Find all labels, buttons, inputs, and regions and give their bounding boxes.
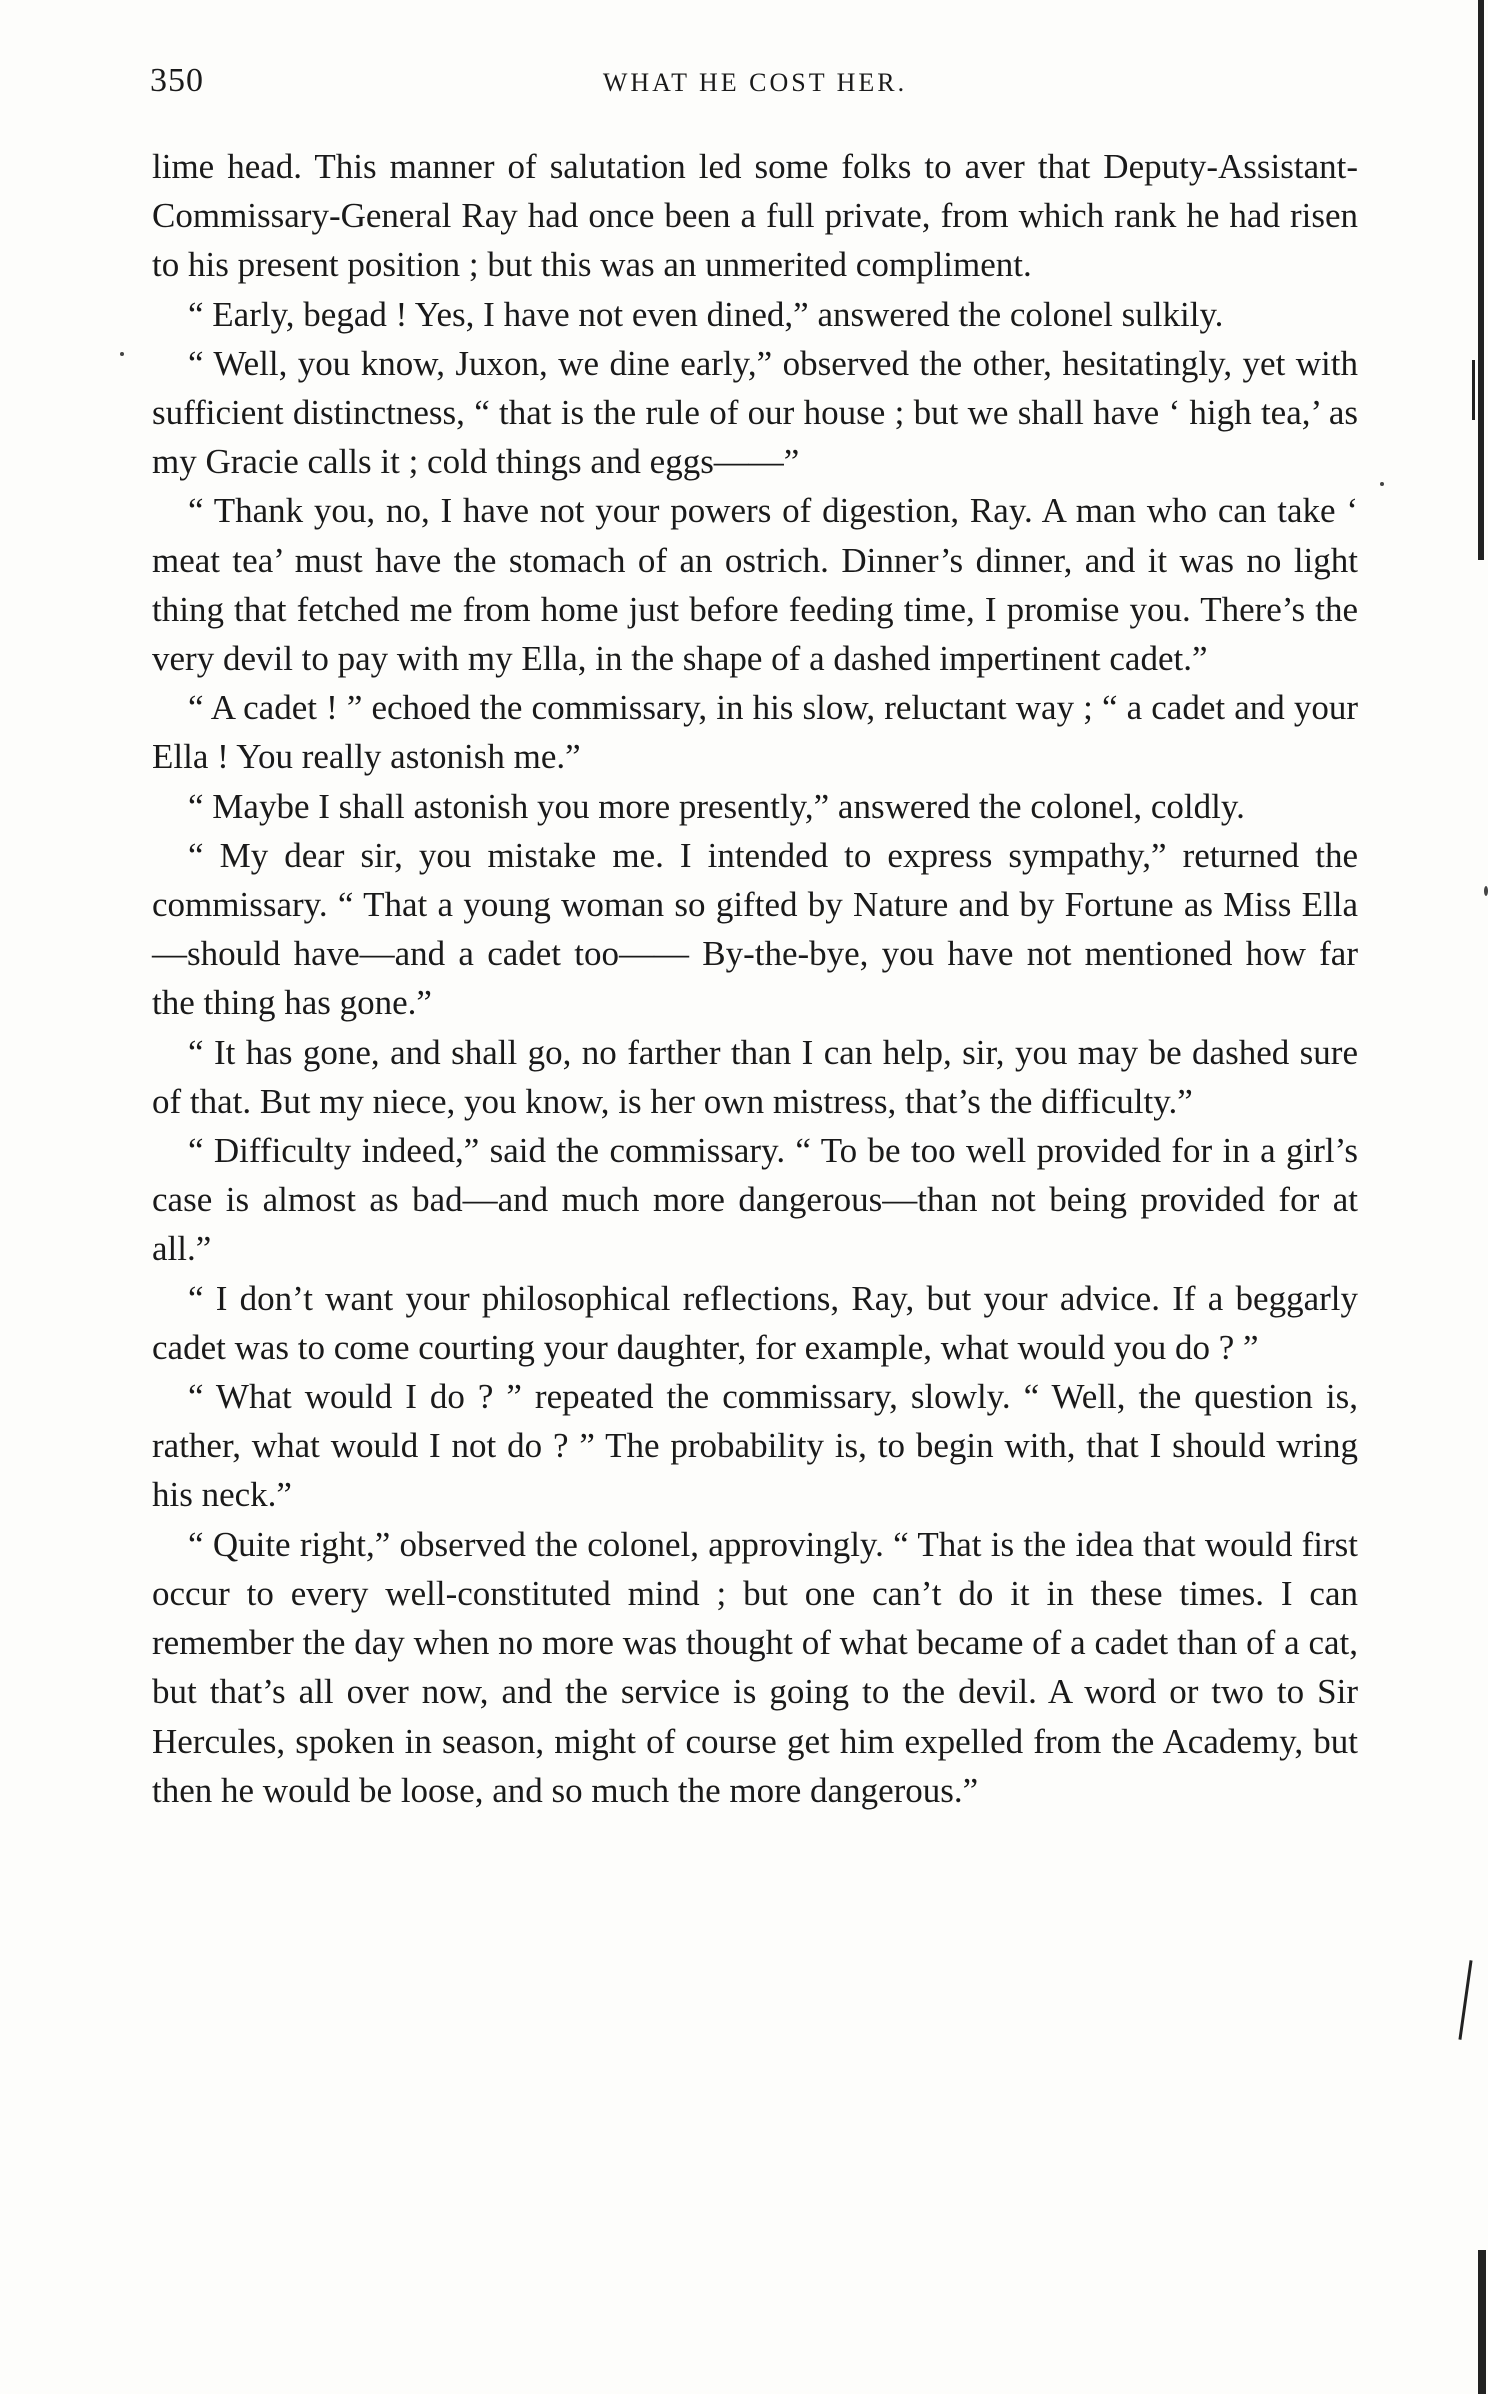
- scan-edge-mark: [1458, 1960, 1472, 2040]
- paragraph: “ Thank you, no, I have not your powers of digestion, Ray. A man who can take ‘ meat tea’ must have the stomach of an ostrich. Dinner’s dinner, and it was no light thing that fetched me from home just before feeding time, I promise you. There’s the very devil to pay with my Ella, in the shape of a dashed impertinent cadet.”: [152, 491, 1358, 679]
- running-title: WHAT HE COST HER.: [602, 68, 908, 97]
- paragraph: “ A cadet ! ” echoed the commissary, in his slow, reluctant way ; “ a cadet and your Ella ! You really astonish me.”: [152, 688, 1358, 777]
- scan-speck: [1380, 482, 1384, 486]
- page-header: [150, 62, 1360, 112]
- scan-speck: [1484, 886, 1488, 896]
- page-number: 350: [150, 62, 204, 99]
- paragraph: “ My dear sir, you mistake me. I intended to express sympathy,” returned the commissary. “ That a young woman so gifted by Nature and by Fortune as Miss Ella—should have—and a cadet too—— By-the-bye, you have not mentioned how far the thing has gone.”: [152, 835, 1358, 1023]
- scan-edge-mark: [1472, 360, 1475, 420]
- paragraph: “ I don’t want your philosophical reflections, Ray, but your advice. If a beggarly cadet was to come courting your daughter, for example, what would you do ? ”: [152, 1278, 1358, 1367]
- paragraph: “ It has gone, and shall go, no farther than I can help, sir, you may be dashed sure of that. But my niece, you know, is her own mistress, that’s the difficulty.”: [152, 1032, 1358, 1121]
- scan-edge-mark: [1478, 0, 1484, 560]
- body-text: [152, 142, 1358, 1815]
- scan-speck: [120, 352, 124, 356]
- paragraph: “ Well, you know, Juxon, we dine early,” observed the other, hesitatingly, yet with sufficient distinctness, “ that is the rule of our house ; but we shall have ‘ high tea,’ as my Gracie calls it ; cold things and eggs——”: [152, 343, 1358, 482]
- paragraph: lime head. This manner of salutation led some folks to aver that Deputy-Assistant-Commissary-General Ray had once been a full private, from which rank he had risen to his present position ; but this was an unmerited compliment.: [152, 147, 1358, 285]
- scan-edge-mark: [1478, 2250, 1486, 2394]
- paragraph: “ Early, begad ! Yes, I have not even dined,” answered the colonel sulkily.: [188, 294, 1224, 334]
- paragraph: “ Quite right,” observed the colonel, approvingly. “ That is the idea that would first occur to every well-constituted mind ; but one can’t do it in these times. I can remember the day when no more was thought of what became of a cadet than of a cat, but that’s all over now, and the service is going to the devil. A word or two to Sir Hercules, spoken in season, might of course get him expelled from the Academy, but then he would be loose, and so much the more dangerous.”: [152, 1524, 1358, 1810]
- paragraph: “ Maybe I shall astonish you more presently,” answered the colonel, coldly.: [188, 786, 1245, 826]
- paragraph: “ What would I do ? ” repeated the commissary, slowly. “ Well, the question is, rather, what would I not do ? ” The probability is, to begin with, that I should wring his neck.”: [152, 1377, 1358, 1515]
- paragraph: “ Difficulty indeed,” said the commissary. “ To be too well provided for in a girl’s case is almost as bad—and much more dangerous—than not being provided for at all.”: [152, 1131, 1358, 1269]
